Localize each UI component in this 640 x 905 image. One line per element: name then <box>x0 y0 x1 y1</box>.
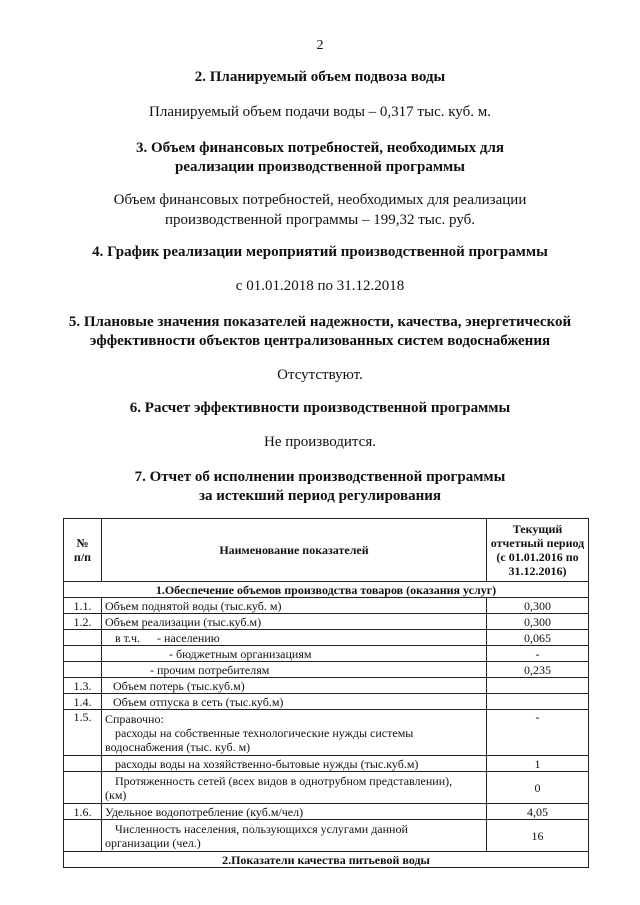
row-number: 1.6. <box>64 804 102 820</box>
row-name: Объем реализации (тыс.куб.м) <box>102 614 487 630</box>
section-3-text-line1: Объем финансовых потребностей, необходимых для реализации <box>113 192 527 208</box>
row-name <box>102 772 487 804</box>
section-5-title-line1: 5. Плановые значения показателей надежности, качества, энергетической <box>68 314 572 330</box>
row-name-line2: расходы на собственные технологические нужды системы <box>115 725 414 740</box>
section-2-text: Планируемый объем подачи воды – 0,317 тыс. куб. м. <box>149 104 491 120</box>
table-row <box>64 598 589 614</box>
row-value: 0,065 <box>487 630 589 646</box>
header-period-line1: Текущий <box>512 522 563 536</box>
row-name <box>102 630 487 646</box>
row-subitem: - бюджетным организациям <box>169 646 312 661</box>
section-7-title-line1: 7. Отчет об исполнении производственной программы <box>134 469 506 485</box>
row-value: 0,300 <box>487 614 589 630</box>
row-name-line2: (км) <box>105 787 127 802</box>
table-row <box>64 630 589 646</box>
row-value: 0,235 <box>487 662 589 678</box>
row-name-line1: Численность населения, пользующихся услугами данной <box>115 821 408 836</box>
header-period-line2: отчетный период <box>490 536 585 550</box>
header-number-line2: п/п <box>73 550 92 564</box>
row-name <box>102 678 487 694</box>
table-row <box>64 614 589 630</box>
section-4-text: с 01.01.2018 по 31.12.2018 <box>235 278 405 294</box>
row-name <box>102 820 487 852</box>
row-name: Удельное водопотребление (куб.м/чел) <box>102 804 487 820</box>
table-section-row <box>64 852 589 868</box>
row-name <box>102 662 487 678</box>
header-period-line3: (с 01.01.2016 по <box>496 550 579 564</box>
row-name-line3: водоснабжения (тыс. куб. м) <box>105 739 251 754</box>
row-number: 1.5. <box>64 710 102 756</box>
section-2-title: 2. Планируемый объем подвоза воды <box>194 69 446 85</box>
header-period <box>487 519 589 582</box>
row-value: 0 <box>487 772 589 804</box>
table-row <box>64 820 589 852</box>
row-value: - <box>487 710 589 756</box>
row-name <box>102 694 487 710</box>
row-number: 1.4. <box>64 694 102 710</box>
row-name <box>102 646 487 662</box>
row-name-line1: Справочно: <box>105 711 164 726</box>
section-3-text-line2: производственной программы – 199,32 тыс. руб. <box>164 212 476 228</box>
table-row <box>64 804 589 820</box>
table-row <box>64 772 589 804</box>
section-6-title: 6. Расчет эффективности производственной программы <box>129 400 511 416</box>
row-name <box>102 710 487 756</box>
section-1-heading: 1.Обеспечение объемов производства товаров (оказания услуг) <box>64 582 589 598</box>
section-2-heading: 2.Показатели качества питьевой воды <box>64 852 589 868</box>
table-row <box>64 662 589 678</box>
row-subitem: - прочим потребителям <box>150 662 270 677</box>
section-4-title: 4. График реализации мероприятий производственной программы <box>92 244 548 260</box>
table-row <box>64 678 589 694</box>
row-name-text: расходы воды на хозяйственно-бытовые нужды (тыс.куб.м) <box>115 756 419 771</box>
section-6-text: Не производится. <box>264 434 376 450</box>
table-row <box>64 756 589 772</box>
section-5-title-line2: эффективности объектов централизованных систем водоснабжения <box>89 333 551 349</box>
row-number: 1.2. <box>64 614 102 630</box>
row-number: 1.1. <box>64 598 102 614</box>
header-name: Наименование показателей <box>102 519 487 582</box>
row-name-text: Объем потерь (тыс.куб.м) <box>113 678 245 693</box>
row-value: 0,300 <box>487 598 589 614</box>
table-row <box>64 694 589 710</box>
row-value: - <box>487 646 589 662</box>
section-5-text: Отсутствуют. <box>277 367 363 383</box>
section-7-title-line2: за истекший период регулирования <box>198 488 442 504</box>
row-value: 16 <box>487 820 589 852</box>
header-period-line4: 31.12.2016) <box>508 564 567 578</box>
row-name-line1: Протяженность сетей (всех видов в однотрубном представлении), <box>115 773 453 788</box>
row-name-line2: организации (чел.) <box>105 835 201 850</box>
table-row <box>64 646 589 662</box>
section-3-title-line1: 3. Объем финансовых потребностей, необходимых для <box>135 140 505 156</box>
row-name <box>102 756 487 772</box>
header-number <box>64 519 102 582</box>
row-number: 1.3. <box>64 678 102 694</box>
table-section-row <box>64 582 589 598</box>
row-name: Объем поднятой воды (тыс.куб. м) <box>102 598 487 614</box>
table-header-row <box>64 519 589 582</box>
row-value: 4,05 <box>487 804 589 820</box>
row-value: 1 <box>487 756 589 772</box>
section-3-title-line2: реализации производственной программы <box>175 159 465 175</box>
header-number-line1: № <box>76 536 89 550</box>
row-prefix: в т.ч. <box>115 630 141 645</box>
page-number: 2 <box>316 38 324 53</box>
row-name-text: Объем отпуска в сеть (тыс.куб.м) <box>113 694 284 709</box>
report-table <box>63 518 589 868</box>
row-subitem: - населению <box>157 630 220 645</box>
table-row <box>64 710 589 756</box>
